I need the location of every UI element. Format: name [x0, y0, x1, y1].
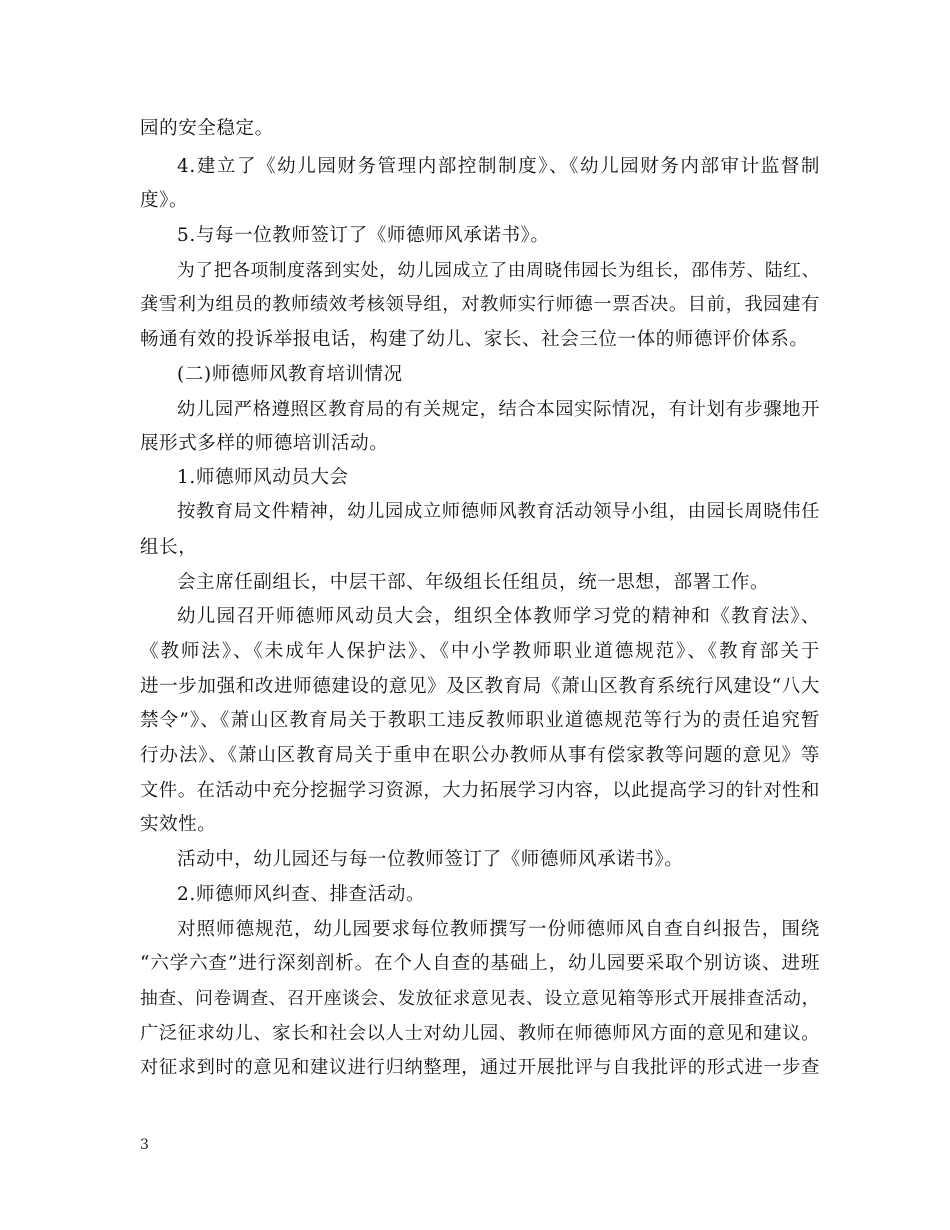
text-line: 组长，: [140, 537, 198, 558]
text-line: 广泛征求幼儿、家长和社会以人士对幼儿园、教师在师德师风方面的意见和建议。: [140, 1023, 820, 1044]
text-line: 幼儿园严格遵照区教育局的有关规定，结合本园实际情况，有计划有步骤地开: [177, 399, 820, 420]
text-line: “六学六查”进行深刻剖析。在个人自查的基础上，幼儿园要采取个别访谈、进班: [140, 953, 820, 974]
text-line: 度》。: [140, 190, 189, 211]
text-line: 园的安全稳定。: [140, 118, 274, 139]
page-number: 3: [140, 1137, 149, 1153]
subsection-heading: 2.师德师风纠查、排查活动。: [177, 884, 426, 905]
text-line: 龚雪利为组员的教师绩效考核领导组，对教师实行师德一票否决。目前，我园建有: [140, 294, 820, 315]
text-line: 展形式多样的师德培训活动。: [140, 433, 389, 454]
text-line: 5.与每一位教师签订了《师德师风承诺书》。: [177, 225, 550, 246]
text-line: 抽查、问卷调查、召开座谈会、发放征求意见表、设立意见箱等形式开展排查活动，: [140, 989, 820, 1009]
text-line: 会主席任副组长，中层干部、年级组长任组员，统一思想，部署工作。: [177, 572, 770, 593]
text-line: 活动中，幼儿园还与每一位教师签订了《师德师风承诺书》。: [177, 849, 684, 870]
text-line: 按教育局文件精神，幼儿园成立师德师风教育活动领导小组，由园长周晓伟任: [177, 501, 820, 522]
subsection-heading: 1.师德师风动员大会: [177, 467, 349, 488]
text-line: 对照师德规范，幼儿园要求每位教师撰写一份师德师风自查自纠报告，围绕: [177, 919, 820, 940]
text-line: 为了把各项制度落到实处，幼儿园成立了由周晓伟园长为组长，邵伟芳、陆红、: [177, 261, 820, 281]
text-line: 实效性。: [140, 814, 217, 835]
text-line: 文件。在活动中充分挖掘学习资源，大力拓展学习内容，以此提高学习的针对性和: [140, 780, 820, 801]
text-line: 畅通有效的投诉举报电话，构建了幼儿、家长、社会三位一体的师德评价体系。: [140, 329, 809, 350]
text-line: 进一步加强和改进师德建设的意见》及区教育局《萧山区教育系统行风建设“八大: [140, 676, 820, 697]
text-line: 幼儿园召开师德师风动员大会，组织全体教师学习党的精神和《教育法》、: [177, 606, 820, 627]
text-line: 4.建立了《幼儿园财务管理内部控制制度》、《幼儿园财务内部审计监督制: [177, 156, 820, 177]
text-line: 《教师法》、《未成年人保护法》、《中小学教师职业道德规范》、《教育部关于: [140, 641, 820, 662]
section-heading: (二)师德师风教育培训情况: [177, 364, 403, 385]
text-line: 禁令”》、《萧山区教育局关于教职工违反教师职业道德规范等行为的责任追究暂: [140, 710, 820, 731]
text-line: 行办法》、《萧山区教育局关于重申在职公办教师从事有偿家教等问题的意见》等: [140, 745, 820, 766]
text-line: 对征求到时的意见和建议进行归纳整理，通过开展批评与自我批评的形式进一步查: [140, 1057, 820, 1078]
